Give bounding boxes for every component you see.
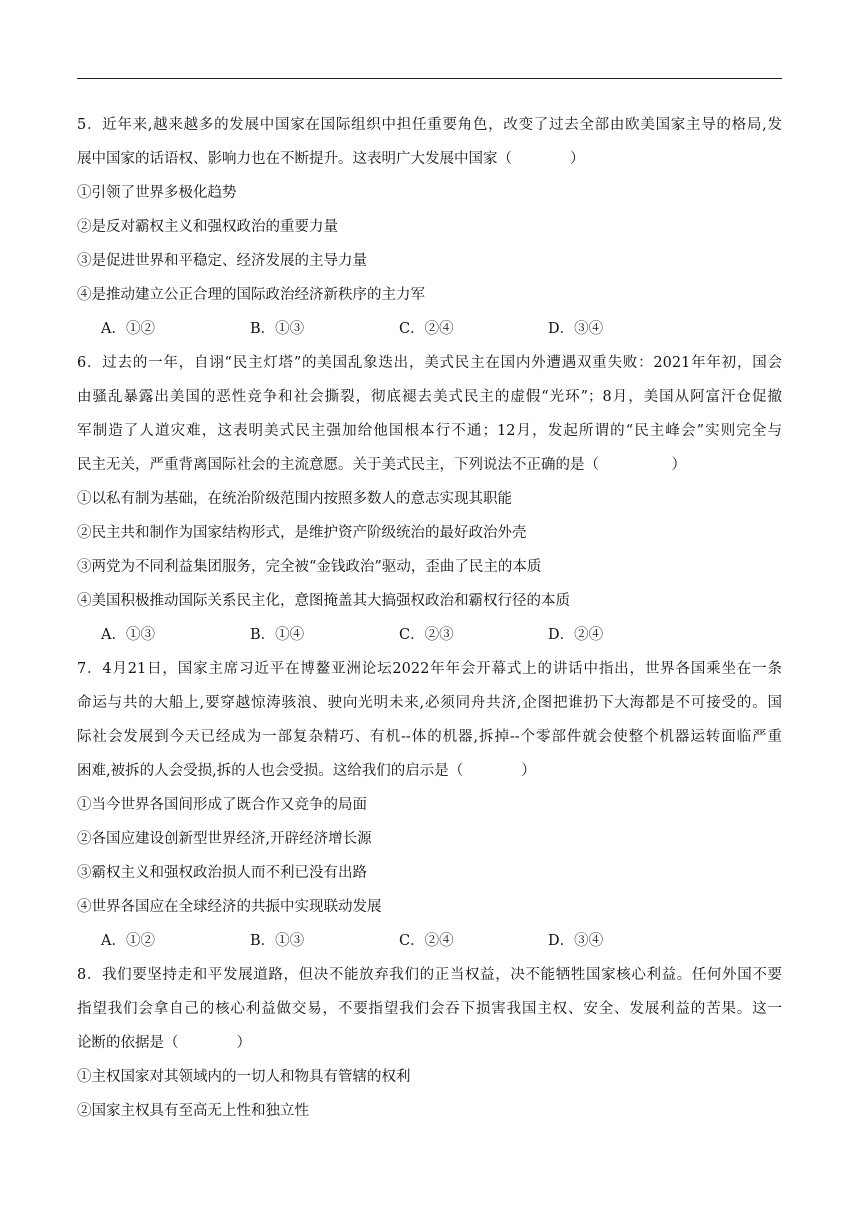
answer-choice: D．③④ (548, 321, 604, 337)
answer-choice: B．①③ (250, 933, 305, 949)
statement-option: ②国家主权具有至高无上性和独立性 (77, 1103, 309, 1119)
answer-choice: A．①③ (101, 627, 155, 643)
question-stem-line: 困难,被拆的人会受损,拆的人也会受损。这给我们的启示是（ ） (77, 763, 536, 779)
statement-option: ③两党为不同利益集团服务，完全被“金钱政治”驱动，歪曲了民主的本质 (77, 559, 542, 575)
statement-option: ①主权国家对其领域内的一切人和物具有管辖的权利 (77, 1069, 411, 1085)
question-stem-line: 论断的依据是（ ） (77, 1035, 251, 1051)
statement-option: ②是反对霸权主义和强权政治的重要力量 (77, 219, 338, 235)
header-rule (77, 78, 782, 79)
statement-option: ②各国应建设创新型世界经济,开辟经济增长源 (77, 831, 372, 847)
answer-choice: C．②③ (399, 627, 454, 643)
question-list (77, 108, 782, 1128)
question-stem-line: 指望我们会拿自己的核心利益做交易，不要指望我们会吞下损害我国主权、安全、发展利益的苦果。这一 (77, 1001, 782, 1017)
answer-choice: C．②④ (399, 933, 454, 949)
statement-option: ①以私有制为基础，在统治阶级范围内按照多数人的意志实现其职能 (77, 491, 512, 507)
question-stem-line: 5．近年来,越来越多的发展中国家在国际组织中担任重要角色，改变了过去全部由欧美国家主导的格局,发 (77, 117, 782, 133)
question-stem-line: 7．4月21日，国家主席习近平在博鳌亚洲论坛2022年年会开幕式上的讲话中指出，世界各国乘坐在一条 (77, 661, 782, 677)
answer-choice: D．②④ (548, 627, 604, 643)
statement-option: ③霸权主义和强权政治损人而不利已没有出路 (77, 865, 367, 881)
question-block (77, 652, 782, 958)
statement-option: ④世界各国应在全球经济的共振中实现联动发展 (77, 899, 382, 915)
question-stem-line: 军制造了人道灾难，这表明美式民主强加给他国根本行不通；12月，发起所谓的“民主峰会”实则完全与 (77, 423, 782, 439)
statement-option: ④美国积极推动国际关系民主化，意图掩盖其大搞强权政治和霸权行径的本质 (77, 593, 570, 609)
question-block (77, 346, 782, 652)
question-block (77, 958, 782, 1128)
statement-option: ②民主共和制作为国家结构形式，是维护资产阶级统治的最好政治外壳 (77, 525, 527, 541)
answer-choice: A．①② (101, 933, 155, 949)
question-stem-line: 民主无关，严重背离国际社会的主流意愿。关于美式民主，下列说法不正确的是（ ） (77, 457, 686, 473)
question-stem-line: 6．过去的一年，自诩“民主灯塔”的美国乱象迭出，美式民主在国内外遭遇双重失败：2021年年初，国会 (77, 355, 782, 371)
statement-option: ①当今世界各国间形成了既合作又竞争的局面 (77, 797, 367, 813)
question-stem-line: 际社会发展到今天已经成为一部复杂精巧、有机--体的机器,拆掉--个零部件就会使整个机器运转面临严重 (77, 729, 782, 745)
question-stem-line: 由骚乱暴露出美国的恶性竞争和社会撕裂，彻底褪去美式民主的虚假“光环”；8月，美国从阿富汗仓促撤 (77, 389, 782, 405)
statement-option: ④是推动建立公正合理的国际政治经济新秩序的主力军 (77, 287, 425, 303)
statement-option: ①引领了世界多极化趋势 (77, 185, 237, 201)
answer-choices (77, 312, 782, 346)
answer-choices (77, 924, 782, 958)
answer-choice: B．①④ (250, 627, 305, 643)
answer-choice: C．②④ (399, 321, 454, 337)
answer-choice: D．③④ (548, 933, 604, 949)
answer-choice: B．①③ (250, 321, 305, 337)
question-stem-line: 命运与共的大船上,要穿越惊涛骇浪、驶向光明未来,必须同舟共济,企图把谁扔下大海都是不可接受的。国 (77, 695, 782, 711)
statement-option: ③是促进世界和平稳定、经济发展的主导力量 (77, 253, 367, 269)
question-block (77, 108, 782, 346)
question-stem-line: 展中国家的话语权、影响力也在不断提升。这表明广大发展中国家（ ） (77, 151, 585, 167)
answer-choice: A．①② (101, 321, 155, 337)
question-stem-line: 8．我们要坚持走和平发展道路，但决不能放弃我们的正当权益，决不能牺牲国家核心利益。任何外国不要 (77, 967, 782, 983)
answer-choices (77, 618, 782, 652)
